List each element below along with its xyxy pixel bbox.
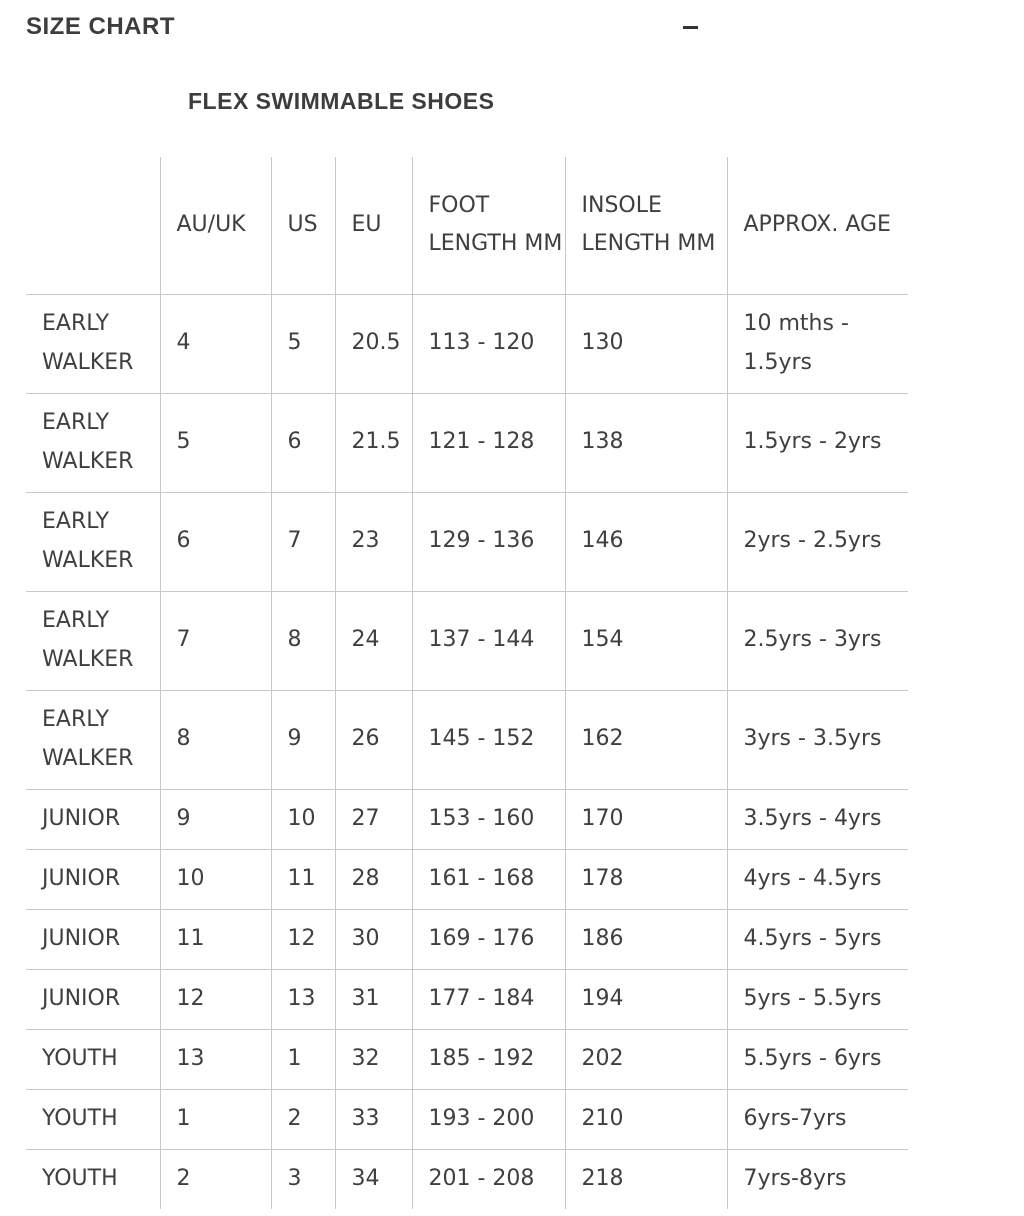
cell-foot-length: 153 - 160 xyxy=(412,789,565,849)
cell-au-uk: 7 xyxy=(160,591,271,690)
cell-eu: 30 xyxy=(335,909,412,969)
cell-approx-age: 3.5yrs - 4yrs xyxy=(727,789,908,849)
header-us: US xyxy=(271,157,335,294)
table-row xyxy=(26,909,908,969)
cell-approx-age: 4yrs - 4.5yrs xyxy=(727,849,908,909)
cell-us: 11 xyxy=(271,849,335,909)
cell-eu: 27 xyxy=(335,789,412,849)
cell-au-uk: 6 xyxy=(160,492,271,591)
cell-approx-age: 5.5yrs - 6yrs xyxy=(727,1029,908,1089)
cell-insole-length: 170 xyxy=(565,789,727,849)
cell-category: JUNIOR xyxy=(26,789,160,849)
cell-approx-age: 2.5yrs - 3yrs xyxy=(727,591,908,690)
cell-au-uk: 12 xyxy=(160,969,271,1029)
cell-approx-age: 10 mths - 1.5yrs xyxy=(727,294,908,393)
table-row xyxy=(26,1089,908,1149)
cell-category: JUNIOR xyxy=(26,969,160,1029)
cell-us: 12 xyxy=(271,909,335,969)
header-foot-length: FOOT LENGTH MM xyxy=(412,157,565,294)
cell-insole-length: 178 xyxy=(565,849,727,909)
table-row xyxy=(26,690,908,789)
size-chart-table xyxy=(26,157,908,1209)
cell-eu: 33 xyxy=(335,1089,412,1149)
cell-insole-length: 146 xyxy=(565,492,727,591)
header-au-uk: AU/UK xyxy=(160,157,271,294)
cell-category: EARLY WALKER xyxy=(26,591,160,690)
table-title: FLEX SWIMMABLE SHOES xyxy=(188,88,495,114)
cell-us: 6 xyxy=(271,393,335,492)
cell-us: 5 xyxy=(271,294,335,393)
cell-eu: 24 xyxy=(335,591,412,690)
cell-eu: 34 xyxy=(335,1149,412,1209)
cell-au-uk: 9 xyxy=(160,789,271,849)
header-eu: EU xyxy=(335,157,412,294)
cell-foot-length: 169 - 176 xyxy=(412,909,565,969)
cell-foot-length: 185 - 192 xyxy=(412,1029,565,1089)
cell-approx-age: 7yrs-8yrs xyxy=(727,1149,908,1209)
cell-approx-age: 6yrs-7yrs xyxy=(727,1089,908,1149)
size-chart-accordion-header[interactable] xyxy=(26,12,706,46)
cell-insole-length: 218 xyxy=(565,1149,727,1209)
cell-approx-age: 2yrs - 2.5yrs xyxy=(727,492,908,591)
cell-category: YOUTH xyxy=(42,1166,118,1191)
cell-category: EARLY WALKER xyxy=(26,393,160,492)
cell-us: 7 xyxy=(271,492,335,591)
header-category xyxy=(26,157,160,294)
table-row xyxy=(26,1149,908,1209)
cell-eu: 21.5 xyxy=(335,393,412,492)
cell-us: 3 xyxy=(271,1149,335,1209)
table-row xyxy=(26,591,908,690)
cell-us: 10 xyxy=(271,789,335,849)
cell-category: JUNIOR xyxy=(26,909,160,969)
size-chart-title: SIZE CHART xyxy=(26,13,175,40)
cell-approx-age: 5yrs - 5.5yrs xyxy=(727,969,908,1029)
cell-au-uk: 10 xyxy=(160,849,271,909)
cell-eu: 23 xyxy=(335,492,412,591)
table-row xyxy=(26,849,908,909)
cell-insole-length: 202 xyxy=(565,1029,727,1089)
cell-au-uk: 5 xyxy=(160,393,271,492)
cell-insole-length: 162 xyxy=(565,690,727,789)
cell-approx-age: 4.5yrs - 5yrs xyxy=(727,909,908,969)
cell-au-uk: 1 xyxy=(160,1089,271,1149)
cell-foot-length: 161 - 168 xyxy=(412,849,565,909)
cell-category: EARLY WALKER xyxy=(26,294,160,393)
cell-foot-length: 201 - 208 xyxy=(412,1149,565,1209)
cell-foot-length: 193 - 200 xyxy=(412,1089,565,1149)
cell-foot-length: 113 - 120 xyxy=(412,294,565,393)
cell-foot-length: 145 - 152 xyxy=(412,690,565,789)
table-row xyxy=(26,1029,908,1089)
cell-us: 1 xyxy=(271,1029,335,1089)
cell-insole-length: 154 xyxy=(565,591,727,690)
cell-eu: 20.5 xyxy=(335,294,412,393)
cell-approx-age: 3yrs - 3.5yrs xyxy=(727,690,908,789)
cell-foot-length: 129 - 136 xyxy=(412,492,565,591)
cell-foot-length: 177 - 184 xyxy=(412,969,565,1029)
cell-eu: 32 xyxy=(335,1029,412,1089)
cell-category: YOUTH xyxy=(26,1029,160,1089)
table-row xyxy=(26,294,908,393)
cell-au-uk: 2 xyxy=(160,1149,271,1209)
table-header-row xyxy=(26,157,908,294)
cell-insole-length: 186 xyxy=(565,909,727,969)
cell-insole-length: 138 xyxy=(565,393,727,492)
cell-insole-length: 194 xyxy=(565,969,727,1029)
cell-us: 8 xyxy=(271,591,335,690)
header-approx-age: APPROX. AGE xyxy=(727,157,908,294)
cell-us: 2 xyxy=(271,1089,335,1149)
cell-eu: 28 xyxy=(335,849,412,909)
table-row xyxy=(26,393,908,492)
table-row xyxy=(26,492,908,591)
cell-category: JUNIOR xyxy=(26,849,160,909)
header-insole-length: INSOLE LENGTH MM xyxy=(565,157,727,294)
cell-foot-length: 121 - 128 xyxy=(412,393,565,492)
cell-category: YOUTH xyxy=(26,1089,160,1149)
cell-us: 13 xyxy=(271,969,335,1029)
cell-au-uk: 8 xyxy=(160,690,271,789)
cell-category: EARLY WALKER xyxy=(26,690,160,789)
cell-au-uk: 4 xyxy=(160,294,271,393)
cell-approx-age: 1.5yrs - 2yrs xyxy=(727,393,908,492)
table-row xyxy=(26,789,908,849)
cell-foot-length: 137 - 144 xyxy=(412,591,565,690)
cell-au-uk: 13 xyxy=(160,1029,271,1089)
cell-au-uk: 11 xyxy=(160,909,271,969)
cell-insole-length: 130 xyxy=(565,294,727,393)
cell-category: EARLY WALKER xyxy=(26,492,160,591)
minus-icon[interactable] xyxy=(681,12,701,42)
cell-insole-length: 210 xyxy=(565,1089,727,1149)
cell-eu: 31 xyxy=(335,969,412,1029)
cell-us: 9 xyxy=(271,690,335,789)
cell-eu: 26 xyxy=(335,690,412,789)
table-row xyxy=(26,969,908,1029)
